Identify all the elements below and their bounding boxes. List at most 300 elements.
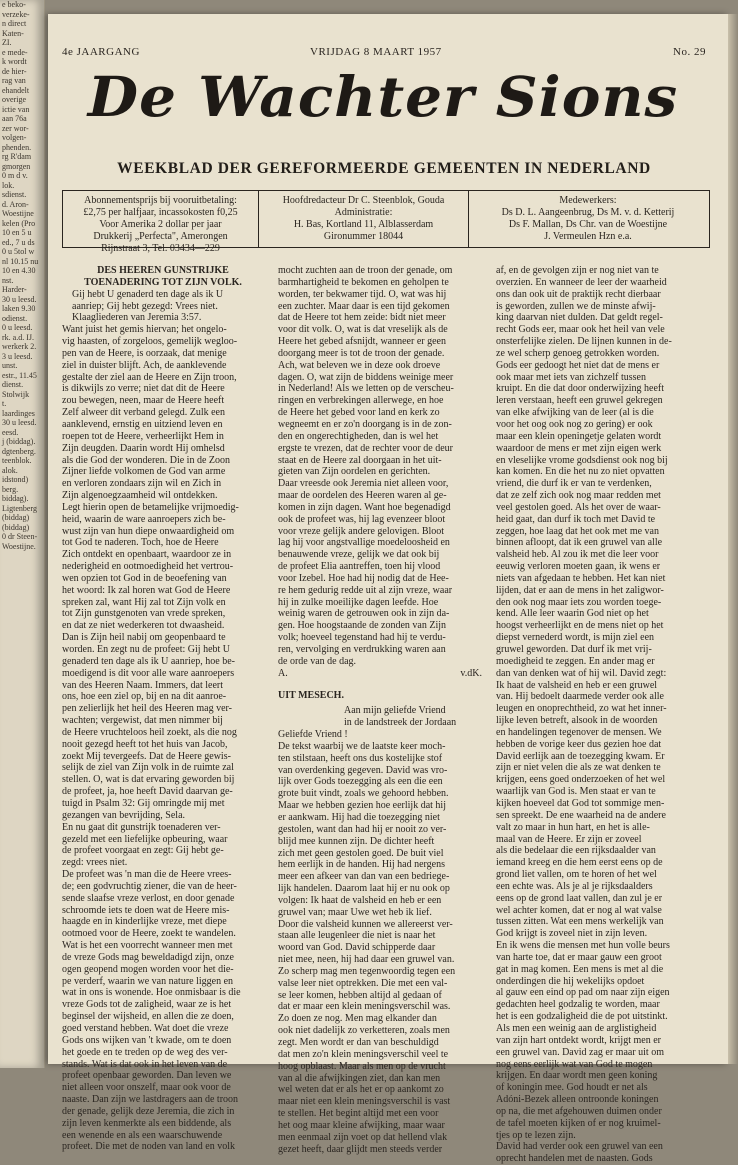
prev-page-line: overige — [2, 95, 26, 104]
column-3 — [496, 265, 706, 1165]
article-line: ze wel scherp genoeg getrokken worden. — [496, 347, 660, 359]
article-line: voor vreze gelijk andere gelovigen. Bloot — [278, 525, 445, 537]
article-heading: DES HEEREN GUNSTRIJKE — [97, 265, 229, 276]
article-line: Maar we hebben gezien hoe eerlijk dat hij — [278, 800, 446, 812]
article-line: recht Gods eer, maar ook het heil van vele — [496, 324, 665, 336]
article-line: in Nederland! Als we letten op de verscheu- — [278, 383, 454, 395]
prev-page-line: dgtenberg. — [2, 446, 36, 456]
article-line: zoekt Mij tevergeefs. Dat de Heere gewis- — [62, 750, 231, 762]
prev-page-line: 0 u 5tol w — [2, 247, 35, 256]
article-line: ergste te vrezen, dat de rechter voor de deur — [278, 442, 454, 454]
editorial-line: H. Bas, Kortland 11, Alblasserdam — [293, 219, 434, 230]
article-line: kan komen. En die het nu zo niet opvatten — [496, 466, 665, 478]
article-line: er aankwam. Hij had die toezegging niet — [278, 811, 440, 823]
prev-page-line: kelen (Pro — [2, 218, 36, 228]
article-line: tussen zitten. Wat een mens werkelijk van — [496, 916, 664, 928]
article-line: sen spreekt. De ene waarheid na de andere — [496, 809, 666, 821]
prev-page-line: gmorgen — [2, 161, 31, 171]
article-line: ogen geopend mogen worden voor het die- — [62, 963, 234, 975]
article-line: de profeet voorgaat en zegt: Gij hebt ge- — [62, 845, 224, 857]
prev-page-line: laken 9.30 — [2, 304, 36, 313]
editorial-info — [259, 191, 469, 247]
article-line: pen zelierlijk het heil des Heeren mag ver- — [62, 703, 232, 715]
article-line: Zo scherp mag men tegenwoordig tegen een — [278, 965, 456, 977]
article-line: is dikwijls zo verre; niet dat dit de Heere — [62, 383, 225, 395]
article-line: grond liet vallen, om te horen of het wel — [496, 869, 657, 881]
info-box — [62, 190, 710, 254]
article-line: schroomde iets te doen wat de Heere mis- — [62, 904, 230, 916]
prev-page-line: rk. a.d. IJ. — [2, 332, 34, 342]
article-line: gestolen, want dan had hij er nooit zo ver- — [278, 823, 447, 835]
article-line: leren verstaan, heeft een gruwel gekregen — [496, 395, 663, 407]
prev-page-line: dienst. — [2, 380, 24, 389]
article-line: als die bedelaar die een rijksdaalder van — [496, 845, 656, 857]
article-line: valsheid heb. Al zou ik met die leer voor — [496, 549, 659, 561]
prev-page-line: j (biddag). — [2, 437, 36, 446]
article-line: roepen tot de Heere, verheerlijkt Hem in — [62, 430, 224, 442]
issue-number: No. 29 — [673, 46, 706, 58]
article-line: een echte was. Als je al je rijksdaalders — [496, 880, 653, 892]
article-line: gestalte der ziel aan de Heere en Zijn troon, — [62, 371, 237, 383]
prev-page-line: volgen- — [2, 133, 27, 142]
prev-page-line: ehandelt — [2, 85, 30, 95]
article-line: volgen: Ik haat de valsheid en heb er een — [278, 894, 442, 906]
article-line: pe verderf, waarin we van nature liggen en — [62, 975, 234, 987]
article-line: Ach, wat beleven we in deze ook droeve — [278, 359, 441, 371]
article-line: krijgen. En daar wordt men geen koning — [496, 1070, 658, 1082]
article-line: dat ze zelf zich ook nog maar redden met — [496, 490, 661, 502]
article-line: blijd mee kunnen zijn. De dichter heeft — [278, 835, 435, 847]
prev-page-line: lok. — [2, 180, 15, 190]
editorial-line: Hoofdredacteur Dr C. Steenblok, Gouda — [282, 195, 445, 206]
article-line: Als men een weinig aan de arglistigheid — [496, 1023, 657, 1034]
article-line: het goede en te treden op de weg des ver- — [62, 1046, 228, 1058]
prev-page-line: e mede- — [2, 47, 28, 57]
prev-page-line: estr., 11.45 — [2, 370, 37, 380]
prev-page-line: (biddag) — [2, 522, 30, 532]
article-line: zijn er niet velen die als ze wat denken te — [496, 762, 661, 774]
article-line: woord van God. David schipperde daar — [278, 942, 436, 954]
article-line: af, en de gevolgen zijn er nog niet van te — [496, 265, 659, 276]
article-line: gieten van Zijn oordelen en gerichten. — [278, 466, 431, 478]
prev-page-line: e beko- — [2, 0, 26, 9]
article-line: Door die valsheid kunnen we allereerst ver- — [278, 918, 453, 930]
article-line: waardoor de mens er met zijn eigen werk — [496, 442, 662, 454]
prev-page-line: teenblok. — [2, 456, 32, 465]
article-line: oprecht handelen met de naasten. Gods — [496, 1153, 653, 1165]
article-line: nederigheid en ootmoedigheid het vertrou- — [62, 561, 234, 573]
article-line: gezeld met een liefelijke opbeuring, waar — [62, 833, 228, 845]
prev-page-line: 30 u leesd. — [2, 294, 37, 304]
article-line: maar een klein openingetje gelaten wordt — [496, 430, 662, 442]
article-line: Heere het gebed afsnijdt, wanneer er geen — [278, 336, 446, 348]
prev-page-line: ictie van — [2, 104, 30, 114]
article-heading: TOENADERING TOT ZIJN VOLK. — [84, 276, 242, 288]
article-line: gedachten heel godzalig te worden, maar — [496, 999, 660, 1011]
article-line: spreken zal, want Hij zal tot Zijn volk en — [62, 596, 226, 608]
article-line: De tekst waarbij we de laatste keer moch- — [278, 740, 446, 752]
article-line: maal van de Heere. Er zijn er zoveel — [496, 833, 642, 845]
article-line: van al die afwijkingen ziet, dan kan men — [278, 1072, 441, 1084]
article-line: moedigheid te zeggen. En ander mag er — [496, 655, 655, 667]
article-line: tjes op te lezen zijn. — [496, 1129, 576, 1141]
article-line: dat er maar een klein meningsverschil was. — [278, 1001, 451, 1013]
article-line: staat en de Heere zal doorgaan in het uit- — [278, 454, 442, 466]
prev-page-line: odienst. — [2, 313, 28, 323]
article-line: Zich ontdekt en openbaart, waardoor ze in — [62, 549, 232, 561]
article-line: profeet openbaar geworden. Dan leven we — [62, 1070, 232, 1082]
article-line: hem eerlijk in de handen. Hij had nergens — [278, 859, 445, 871]
article-line: binnen afloopt, dat ik een gruwel van alle — [496, 537, 663, 549]
prev-page-line: (biddag) — [2, 513, 30, 522]
prev-page-line: eesd. — [2, 427, 19, 437]
prev-page-line: 0 u leesd. — [2, 323, 33, 332]
previous-page-strip — [0, 0, 45, 1068]
prev-page-line: rg R'dam — [2, 152, 32, 161]
article-line: wust zijn van hun diepe onwaardigheid om — [62, 525, 235, 537]
article-line: genaderd ten dage als ik U aanriep, hoe be- — [62, 655, 235, 667]
article-line: kend. Alle leer waarin God niet op het — [496, 608, 649, 620]
article-line: zegt. Men wordt er dan van beschuldigd — [278, 1037, 439, 1048]
article-signature — [278, 668, 482, 680]
article-line: al gauw een eind op pad om naar zijn eigen — [496, 987, 670, 999]
article-line: voor het oog ook nog zo gering) er ook — [496, 418, 653, 430]
article-line: niet alleen voor onszelf, maar ook voor de — [62, 1082, 231, 1094]
article-line: veel gestolen goed. Als het over de waar- — [496, 501, 661, 513]
article-line: lijk over Gods toezegging als een die een — [278, 776, 443, 788]
article-line: de profeet, ja, hoe heeft David daarvan ge- — [62, 786, 233, 798]
article-line: Want juist het gemis hiervan; het ongelo- — [62, 324, 227, 336]
column-2 — [278, 265, 482, 1155]
contributors-line: Ds F. Mallan, Ds Chr. van de Woestijne — [508, 219, 668, 230]
article-line: ren, vervolging en verdrukking waren aan — [278, 644, 446, 655]
article-line: niet mee, neen, hij had daar een gruwel van. — [278, 954, 455, 966]
article-line: sende slaafse vreze verlost, en door genade — [62, 892, 235, 904]
article-line: grote buit vindt, zoals we gehoord hebben. — [278, 788, 449, 800]
article-line: valt zo maar in hun hart, en het is alle- — [496, 821, 650, 833]
article-line: David had verder ook een gruwel van een — [496, 1141, 663, 1153]
article-line: Zijn algenoegzaamheid wil ontdekken. — [62, 490, 218, 502]
article-line: niets van afgedaan te hebben. Het kan niet — [496, 572, 666, 584]
subscription-line: Voor Amerika 2 dollar per jaar — [99, 219, 222, 230]
article-line: naaste. Dan zijn we lastdragers aan de troon — [62, 1094, 239, 1106]
article-line: gruwel van; maar Uwe wet heb ik lief. — [278, 906, 432, 918]
article-line: het is een godzaligheid die de pot uitstinkt. — [496, 1011, 668, 1023]
article-line: kijken hoeveel dat God tot sommige men- — [496, 797, 665, 809]
article-line: David eerlijk aan de toezegging kwam. Er — [496, 750, 665, 762]
prev-page-line: verzeke- — [2, 9, 30, 19]
article-line: de orde van de dag. — [278, 655, 357, 667]
subscription-line: Rijnstraat 3, Tel. 03434—229 — [101, 243, 220, 254]
article-line: staan alle leugenleer die niet is naar het — [278, 930, 436, 942]
article-line: onsterfelijke zielen. De lijnen kunnen in de- — [496, 336, 672, 348]
article-line: de Heere het gebed voor land en kerk zo — [278, 407, 440, 419]
article-line: Daar vreesde ook Jeremia niet alleen voor, — [278, 478, 449, 490]
article-line: lag hij voor angstvallige moedeloosheid en — [278, 537, 450, 549]
article-line: het oog maar kleine afwijking, maar waar — [278, 1119, 445, 1131]
article-line: gezet heeft, daar glijdt men steeds verder — [278, 1143, 443, 1155]
greeting-line: Aan mijn geliefde Vriend — [344, 705, 446, 717]
article-line: te stellen. Het begint altijd met een voor — [278, 1108, 439, 1120]
article-line: wat in ons is wonende. Hoe onmisbaar is die — [62, 987, 241, 999]
article-line: hoog opblaast. Maar als men op de vrucht — [278, 1060, 446, 1072]
article-line: lijk handelen. Daarom laat hij er nu ook op — [278, 883, 450, 895]
article-line: voor dit volk. O, wat is dat vreselijk als de — [278, 324, 448, 336]
article-line: ook niet dadelijk zo verketteren, zoals men — [278, 1025, 450, 1037]
article-line: vriend, die durf ik er van te verdenken, — [496, 478, 652, 490]
article-line: lijke leven betreft, alsook in de woorden — [496, 715, 658, 727]
prev-page-line: nl 10.15 nu — [2, 256, 39, 266]
article-line: ringen en verbrekingen allerwege, en hoe — [278, 395, 444, 407]
prev-page-line: 30 u leesd. — [2, 418, 37, 427]
contributors-line: Medewerkers: — [559, 195, 617, 206]
signature-left: A. — [278, 667, 288, 679]
prev-page-line: berg. — [2, 484, 19, 494]
article-line: Gods ons wijken van 't kwade, om te doen — [62, 1034, 232, 1046]
article-line: Ik haat de valsheid en heb er een gruwel — [496, 679, 658, 691]
editorial-line: Gironummer 18044 — [323, 231, 404, 242]
prev-page-line: Harder- — [2, 285, 27, 294]
article-line: of koningin mee. God houdt er net als — [496, 1082, 648, 1094]
article-line: is geworden, zullen we de minste afwij- — [496, 300, 656, 312]
article-line: kruipt. En die dat door onderwijzing heeft — [496, 383, 665, 395]
prev-page-line: ZI. — [2, 38, 12, 47]
article-line: den ook nog maar iets zou worden toege- — [496, 596, 662, 608]
article-line: der genade, gelijk deze Jeremia, die zich in — [62, 1105, 235, 1117]
article-line: de vreze Gods mag beweldadigd zijn, onze — [62, 951, 234, 963]
article-line: worden. En zegt nu de profeet: Gij hebt U — [62, 644, 231, 655]
article-line: van overdenking gegeven. David was vro- — [278, 764, 448, 776]
article-line: op na, die met afgehouwen duimen onder — [496, 1105, 662, 1117]
article-line: de Heere vruchteloos heil zoekt, als die nog — [62, 726, 237, 738]
article-line: Legt hierin open de betamelijke vrijmoedig- — [62, 501, 239, 513]
article-line: komen in zijn dagen. Want hoe begenadigd — [278, 501, 451, 513]
article-line: weinig waren de getrouwen ook in zijn da- — [278, 608, 450, 620]
prev-page-line: 0 m d v. — [2, 171, 28, 180]
signature-right: v.dK. — [460, 667, 482, 679]
motto-line: Gij hebt U genaderd ten dage als ik U — [72, 288, 224, 300]
article-line: lijden, dat er aan de mens in het zaligwor- — [496, 584, 664, 596]
article-line: dat de Heere tot hem zeide: bidt niet meer — [278, 312, 446, 324]
article-line: leugen en onoprechtheid, zo wat het inner- — [496, 703, 667, 715]
article-line: van harte toe, dat er maar gauw een groot — [496, 951, 662, 963]
article-line: zou bewegen, neen, maar de Heere heeft — [62, 395, 225, 407]
spacer — [278, 680, 482, 690]
prev-page-line: zer wor- — [2, 123, 29, 133]
prev-page-line: idstond) — [2, 475, 29, 484]
article-line: dan van denken wat of hij wil. David zegt: — [496, 667, 667, 679]
subscription-line: £2,75 per halfjaar, incassokosten f0,25 — [83, 207, 238, 218]
article-line: mocht zuchten aan de troon der genade, om — [278, 265, 453, 276]
motto-line: aanriep; Gij hebt gezegd: Vrees niet. — [72, 300, 218, 312]
article-line: re hem gedurig redde uit al zijn vreze, waar — [278, 584, 453, 596]
article-line: en vleselijke vrome godsdienst ook nog bij — [496, 454, 668, 466]
article-line: hebben de vorige keer dus gezien hoe dat — [496, 738, 662, 750]
article-line: en handelingen tegenover de mensen. We — [496, 726, 662, 738]
article-line: onderdingen die hij wekelijks opdoet — [496, 975, 645, 987]
article-line: en dat ze niet wederkeren tot dwaasheid. — [62, 620, 225, 632]
article-line: voor Izebel. Hoe had hij nodig dat de Hee- — [278, 572, 449, 584]
motto-line: Klaagliederen van Jeremia 3:57. — [72, 312, 202, 324]
article-line: hij in zulke moeilijke dagen leefde. Hoe — [278, 596, 439, 608]
article-line: een zuchter. Maar daar is een tijd gekomen — [278, 300, 450, 312]
article-line: heid gaat, dan durf ik toch met David te — [496, 513, 656, 525]
prev-page-line: alok. — [2, 465, 18, 475]
prev-page-line: ed., 7 u ds — [2, 237, 35, 247]
article-line: van. Hij bedoelt daarmede verder ook alle — [496, 691, 664, 703]
article-line: Zijner liefde volkomen de God van arme — [62, 466, 226, 478]
article-line: van elke afwijking van de leer (al is die — [496, 407, 654, 419]
article-line: men eenmaal zijn voet op dat hellend vlak — [278, 1131, 448, 1143]
article-line: wegneemt en er zo'n doorgang is in de zon- — [278, 418, 452, 430]
article-line: heid, waarin de ware aanroepers zich be- — [62, 513, 226, 525]
article-line: gezangen van bevrijding, Sela. — [62, 809, 186, 821]
article-line: de; een godvruchtig ziener, die van de heer- — [62, 880, 237, 892]
article-line: zich met geen gestolen goed. De buit viel — [278, 847, 444, 859]
article-line: ons dan ook uit de praktijk recht dierbaar — [496, 288, 661, 300]
article-line: ootmoed voor de Heere, zoekt te wandelen. — [62, 928, 236, 940]
prev-page-line: Ligtenberg — [2, 503, 37, 513]
article-line: ons, hoe een ziel op, bij en na dit aanroe- — [62, 691, 227, 703]
article-line: ten stilstaan, heeft ons dus kostelijke stof — [278, 752, 443, 764]
article-line: volk; hoeveel tegenstand had hij te verdu- — [278, 632, 446, 644]
article-line: gen. Hoe hoogstaande de zonden van Zijn — [278, 620, 447, 632]
prev-page-line: aan 76a — [2, 114, 27, 123]
article-line: waarlijk van God is. Men staat er van te — [496, 786, 656, 798]
article-line: hoogst verheerlijkt en de mens niet op het — [496, 620, 664, 632]
article-line: ziel in duister blijft. Ach, de aanklevende — [62, 359, 227, 371]
article-line: ook maar met iets van zichzelf tussen — [496, 371, 646, 383]
column-1 — [62, 265, 264, 1153]
prev-page-line: biddag). — [2, 494, 29, 503]
article-line: tuigd in Psalm 32: Gij omringde mij met — [62, 797, 225, 809]
article-line: van zijn hart ontdekt wordt, krijgt men er — [496, 1034, 661, 1046]
issue-date: VRIJDAG 8 MAART 1957 — [310, 46, 442, 58]
prev-page-line: 10 en 4.30 — [2, 266, 36, 275]
prev-page-line: t. — [2, 399, 7, 408]
article-line: overzien. En wanneer de leer der waarheid — [496, 276, 667, 288]
article-line: stellen. O, wat is dat ervaring geworden bij — [62, 774, 235, 786]
article-line: pen van de Heere, is oorzaak, dat menige — [62, 347, 227, 359]
article-line: dagen. O, wat zijn de biddens weinige meer — [278, 371, 454, 383]
masthead-subtitle: WEEKBLAD DER GEREFORMEERDE GEMEENTEN IN NEDERLAND — [117, 160, 651, 177]
greeting-line: in de landstreek der Jordaan — [344, 717, 457, 729]
article-line: En nu gaat dit gunstrijk toenaderen ver- — [62, 821, 221, 833]
article-line: se leer komen, hebben altijd al gedaan of — [278, 989, 442, 1001]
article-line: het woord: Ik zal horen wat God de Heere — [62, 584, 231, 596]
article-line: stands. Wat is dat ook in het leven van de — [62, 1058, 228, 1070]
article-line: barmhartigheid te bekomen en geholpen te — [278, 276, 449, 288]
prev-page-line: n direct — [2, 19, 27, 28]
article-line: als die God der wonderen. Die in de Zoon — [62, 454, 231, 466]
article-line: Gods eer gedoogt het niet dat de mens er — [496, 359, 660, 371]
article-line: gruwel geworden. Dat durf ik met vrij- — [496, 644, 652, 655]
article-line: Zo doen ze nog. Men mag elkander dan — [278, 1013, 437, 1025]
contributors-line: Ds D. L. Aangeenbrug, Ds M. v. d. Ketterij — [501, 207, 675, 218]
editorial-line: Administratie: — [334, 207, 393, 218]
subscription-info — [63, 191, 259, 254]
article-line: Dan is Zijn heil nabij om geopenbaard te — [62, 632, 226, 644]
article-line: de profeet Elia aantreffen, toen hij vlood — [278, 561, 441, 573]
article-line: wen opzien tot God in de beoefening van — [62, 572, 227, 584]
prev-page-line: Woestijne — [2, 209, 34, 218]
article-line: nog eens eerlijk wat van God te mogen — [496, 1058, 653, 1070]
article-line: krijgen, eens goed onderzoeken of het wel — [496, 774, 666, 786]
subscription-line: Drukkerij „Perfecta", Amerongen — [93, 231, 228, 242]
article-heading-2: UIT MESECH. — [278, 689, 344, 701]
subscription-line: Abonnementsprijs bij vooruitbetaling: — [84, 195, 237, 206]
prev-page-line: werkerk 2. — [2, 342, 37, 351]
article-line: van des Heeren Naam. Immers, dat leert — [62, 679, 224, 691]
article-line: eeuwig verloren moeten gaan, ik wens er — [496, 561, 661, 573]
article-line: tot Zijn gunstgenoten van vrede spreken, — [62, 608, 226, 620]
masthead-title: De Wachter Sions — [87, 64, 679, 130]
prev-page-line: 3 u leesd. — [2, 351, 33, 361]
article-line: meer een afkeer van dan van een bedriege- — [278, 871, 450, 883]
article-line: goed verstand hebben. Wat doet die vreze — [62, 1023, 229, 1034]
page-edge — [728, 14, 738, 1064]
prev-page-line: unst. — [2, 361, 18, 370]
article-line: Wat is het een voorrecht wanneer men met — [62, 940, 233, 952]
article-line: een wenende en als een waarschuwende — [62, 1129, 223, 1141]
prev-page-line: laardinges — [2, 408, 35, 418]
article-line: profeet. Die met de noden van land en volk — [62, 1141, 235, 1153]
article-line: beginsel der wijsheid, en allen die ze doen, — [62, 1011, 234, 1023]
article-line: God krijgt is zoveel niet in zijn leven. — [496, 928, 648, 940]
article-line: eens op de grond laat vallen, dan zul je er — [496, 892, 663, 904]
article-line: Adóni-Bezek alleen ontroonde koningen — [496, 1094, 659, 1106]
volume-label: 4e JAARGANG — [62, 46, 140, 58]
article-line: wel weten dat er als het er op aankomt zo — [278, 1084, 444, 1096]
article-line: zijn leven kenmerkte als een biddende, als — [62, 1117, 232, 1129]
article-line: den en ongerechtigheden, dan is wel het — [278, 430, 439, 442]
article-line: dat men zo'n klein meningsverschil veel te — [278, 1048, 449, 1060]
article-line: maar niet een klein meningsverschil is vast — [278, 1096, 451, 1108]
prev-page-line: 10 en 5 u — [2, 228, 32, 237]
prev-page-line: Woestijne. — [2, 541, 36, 551]
article-line: maar de oordelen des Heeren waren al ge- — [278, 490, 447, 502]
article-line: selijk de ziel van Zijn volk in de ruimte zal — [62, 762, 234, 774]
article-line: benauwende vreze, gelijk we dat ook bij — [278, 549, 440, 561]
article-line: en verloren zondaars zijn wil en Zich in — [62, 478, 222, 490]
article-line: zeggen, hoe laag dat het ook met me van — [496, 525, 659, 537]
article-line: De profeet was 'n man die de Heere vrees- — [62, 869, 232, 881]
article-line: En ik wens die mensen met hun volle beurs — [496, 940, 670, 952]
article-line: vreze Gods tot de zaligheid, waar ze is het — [62, 999, 232, 1011]
article-line: wel achter komen, dat er nog al wat valse — [496, 904, 662, 916]
article-line: vig haasten, of zorgeloos, gemelijk wegloo- — [62, 336, 238, 348]
article-line: Zelf alweer dit verband gelegd. Zulk een — [62, 407, 225, 419]
contributors-line: J. Vermeulen Hzn e.a. — [544, 231, 632, 242]
prev-page-line: de hier- — [2, 66, 27, 76]
article-line: tot God te naderen. Toch, hoe de Heere — [62, 537, 219, 549]
article-line: zegd: vrees niet. — [62, 857, 128, 869]
prev-page-line: 0 dr Steen- — [2, 532, 38, 541]
article-line: worden, ter bekwamer tijd. O, wat was hij — [278, 288, 447, 300]
article-line: Zijn deugden. Daarin wordt Hij omhelsd — [62, 442, 225, 454]
article-line: diepst vernederd wordt, is mijn ziel een — [496, 632, 655, 644]
article-line: nooit gezegd heeft tot het huis van Jacob, — [62, 738, 228, 750]
article-line: de tafel moeten kijken of er nog kruimel- — [496, 1117, 661, 1129]
article-line: moedigend is dit voor alle ware aanroepers — [62, 667, 235, 679]
article-line: haagde en in kinderlijke vreze, met diepe — [62, 916, 227, 928]
prev-page-line: sdienst. — [2, 190, 27, 199]
article-line: ook de profeet was, hij lag evenzeer bloot — [278, 513, 446, 525]
article-line: aanklevend, ernstig en uitziend leven en — [62, 418, 223, 430]
article-line: wachten; vergewist, dat men nimmer bij — [62, 715, 223, 727]
article-line: een gruwel van. David zag er maar uit om — [496, 1046, 664, 1058]
article-line: doorgang meer is tot de troon der genade. — [278, 347, 445, 359]
